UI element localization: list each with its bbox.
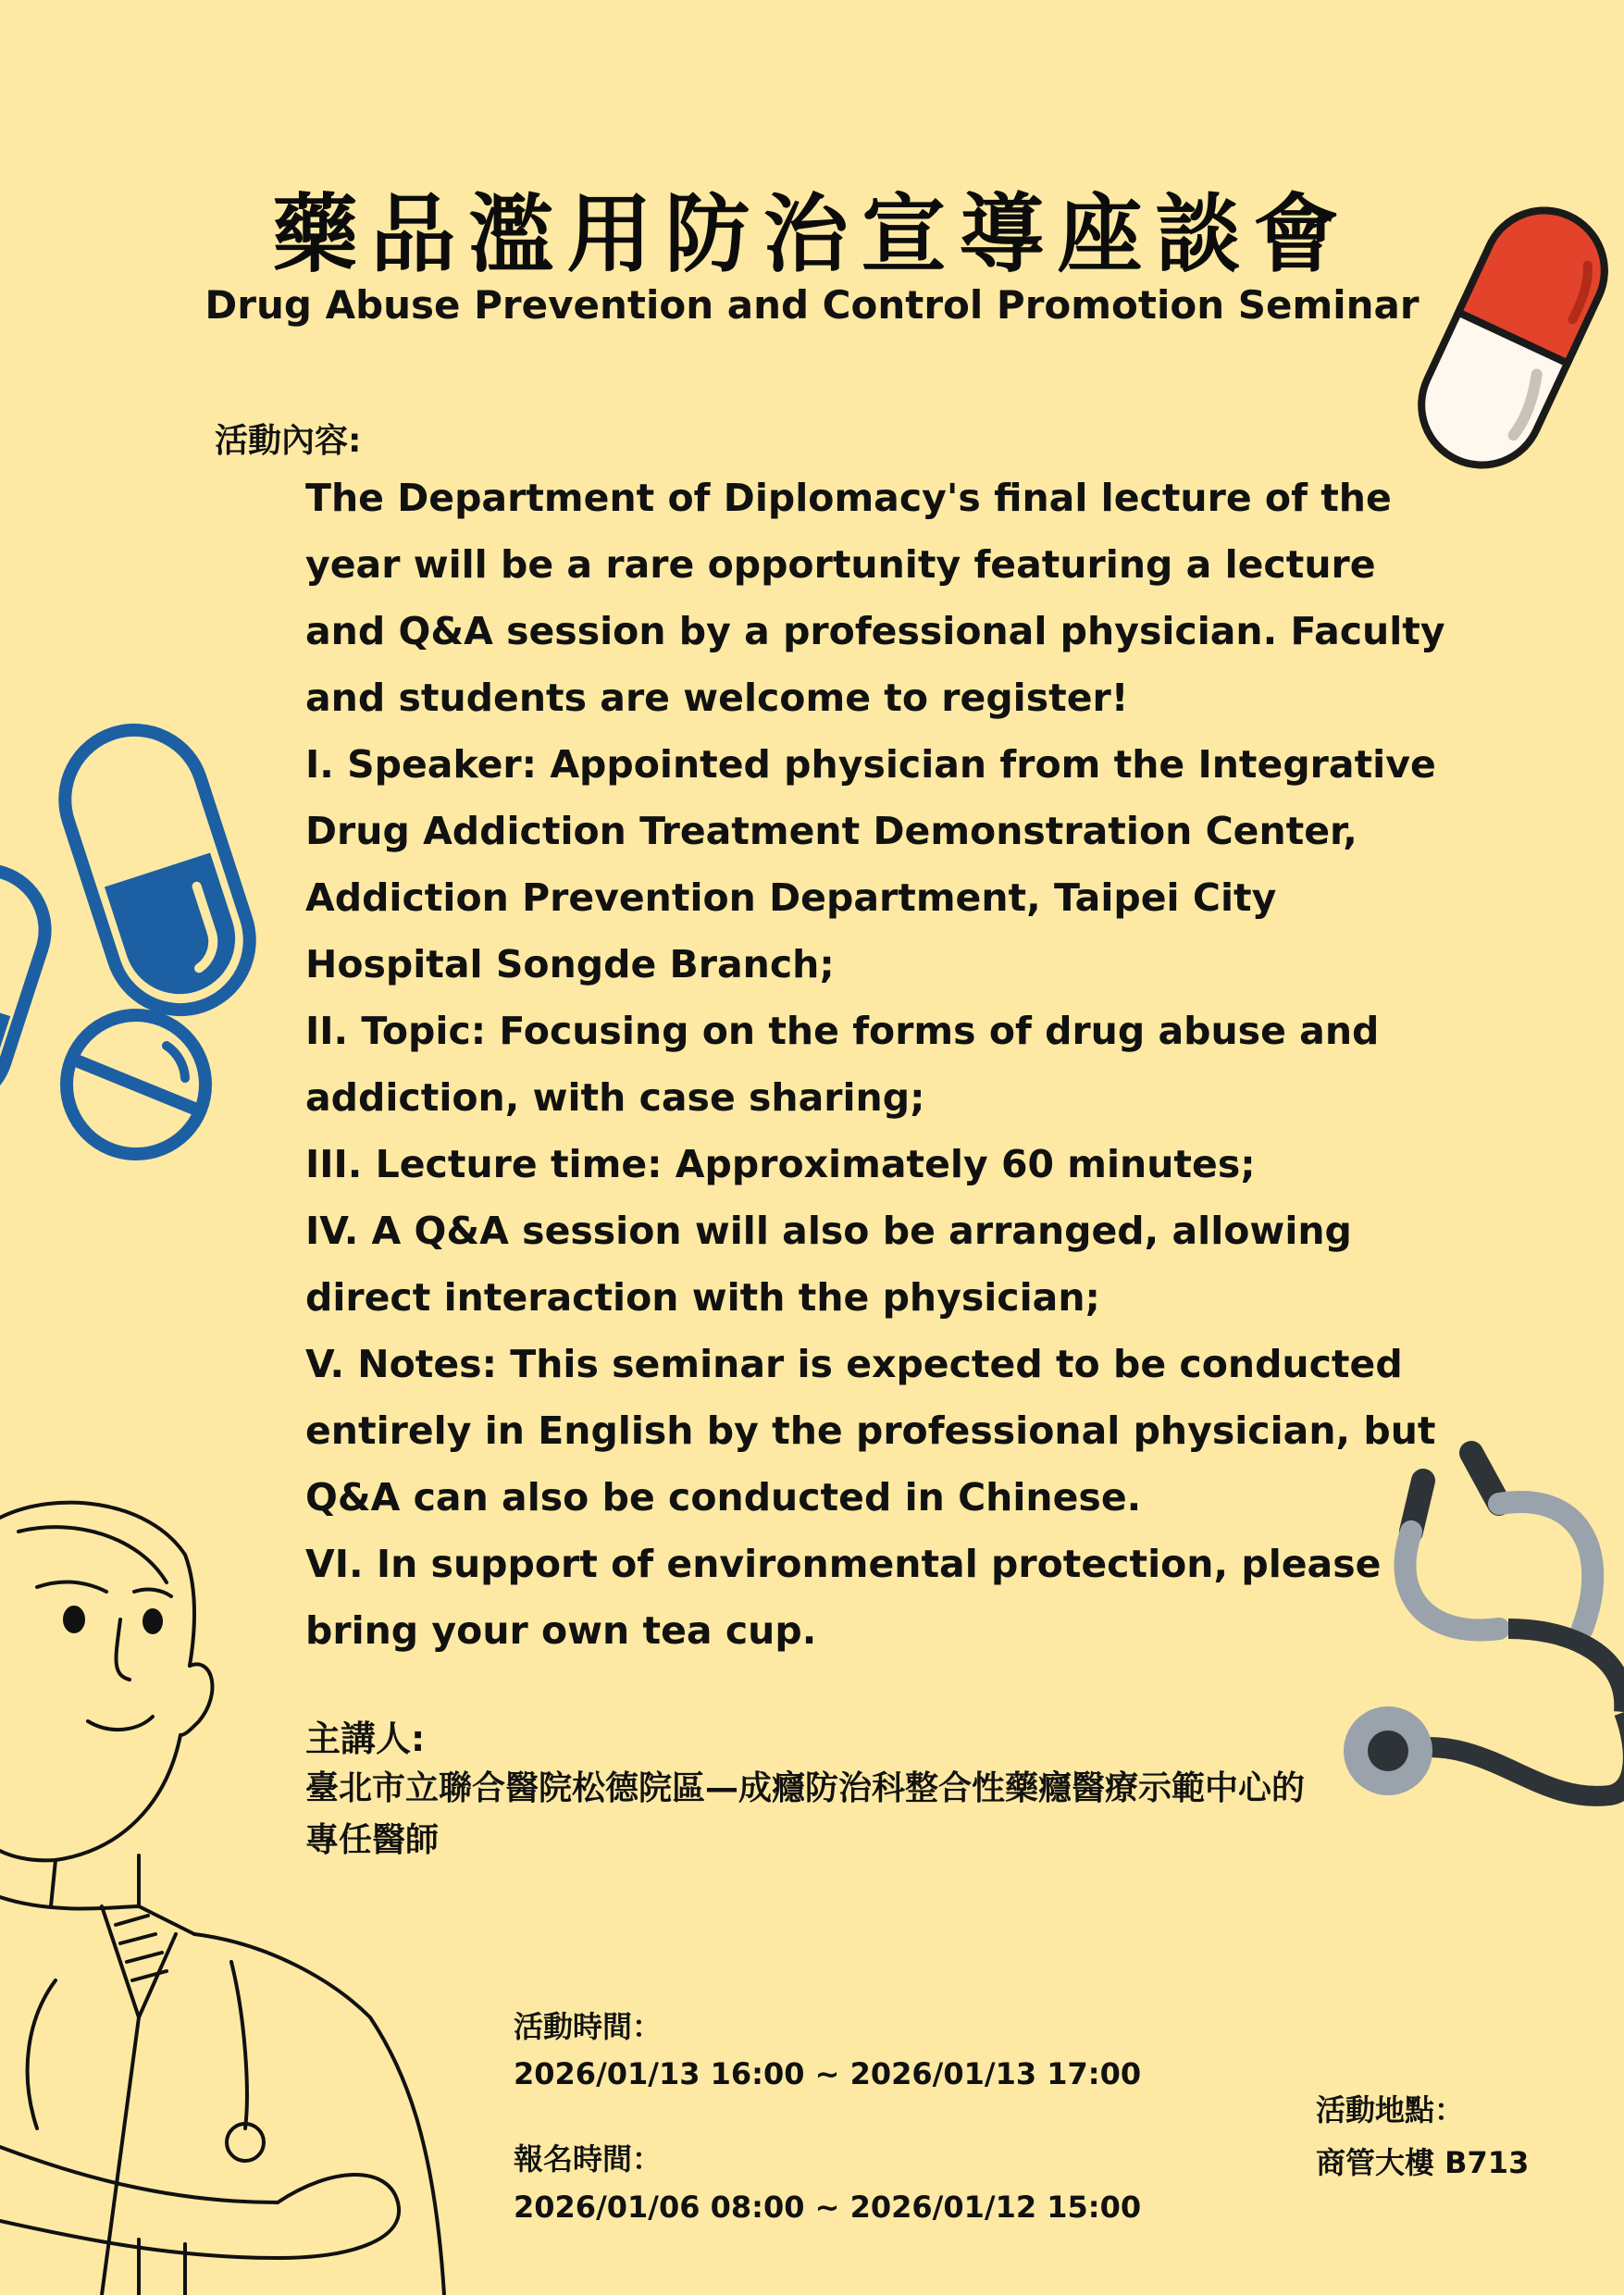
- speaker-text: 臺北市立聯合醫院松德院區—成癮防治科整合性藥癮醫療示範中心的專任醫師: [305, 1769, 1306, 1859]
- tablet-icon: [56, 1004, 217, 1166]
- registration-time-label: 報名時間：: [514, 2141, 663, 2177]
- title-english: Drug Abuse Prevention and Control Promotion Seminar: [205, 282, 1419, 328]
- registration-time-value: 2026/01/06 08:00 ~ 2026/01/12 15:00: [514, 2190, 1142, 2225]
- title-chinese: 藥品濫用防治宣導座談會: [272, 184, 1352, 284]
- event-time-value: 2026/01/13 16:00 ~ 2026/01/13 17:00: [514, 2056, 1142, 2091]
- content-label: 活動內容:: [215, 422, 362, 460]
- list-item: I. Speaker: Appointed physician from the Integrative Drug Addiction Treatment Demonstration Center, Addiction Prevention Department, Taipei City Hospital Songde Branch;: [305, 742, 1436, 986]
- list-item: III. Lecture time: Approximately 60 minutes;: [305, 1142, 1256, 1186]
- list-item: V. Notes: This seminar is expected to be conducted entirely in English by the professional physician, but Q&A can also be conducted in Chinese.: [305, 1342, 1436, 1520]
- content-body: [305, 465, 1462, 1664]
- location-label: 活動地點：: [1316, 2092, 1465, 2128]
- intro-paragraph: The Department of Diplomacy's final lecture of the year will be a rare opportunity featuring a lecture and Q&A session by a professional physician. Faculty and students are welcome to register!: [305, 476, 1445, 720]
- location-value: 商管大樓 B713: [1316, 2145, 1530, 2180]
- list-item: VI. In support of environmental protection, please bring your own tea cup.: [305, 1542, 1382, 1653]
- speaker-label: 主講人:: [305, 1718, 426, 1759]
- event-time-label: 活動時間：: [514, 2009, 663, 2044]
- list-item: II. Topic: Focusing on the forms of drug abuse and addiction, with case sharing;: [305, 1009, 1380, 1120]
- capsule-red-icon: [1402, 185, 1624, 490]
- list-item: IV. A Q&A session will also be arranged, allowing direct interaction with the physician;: [305, 1209, 1352, 1320]
